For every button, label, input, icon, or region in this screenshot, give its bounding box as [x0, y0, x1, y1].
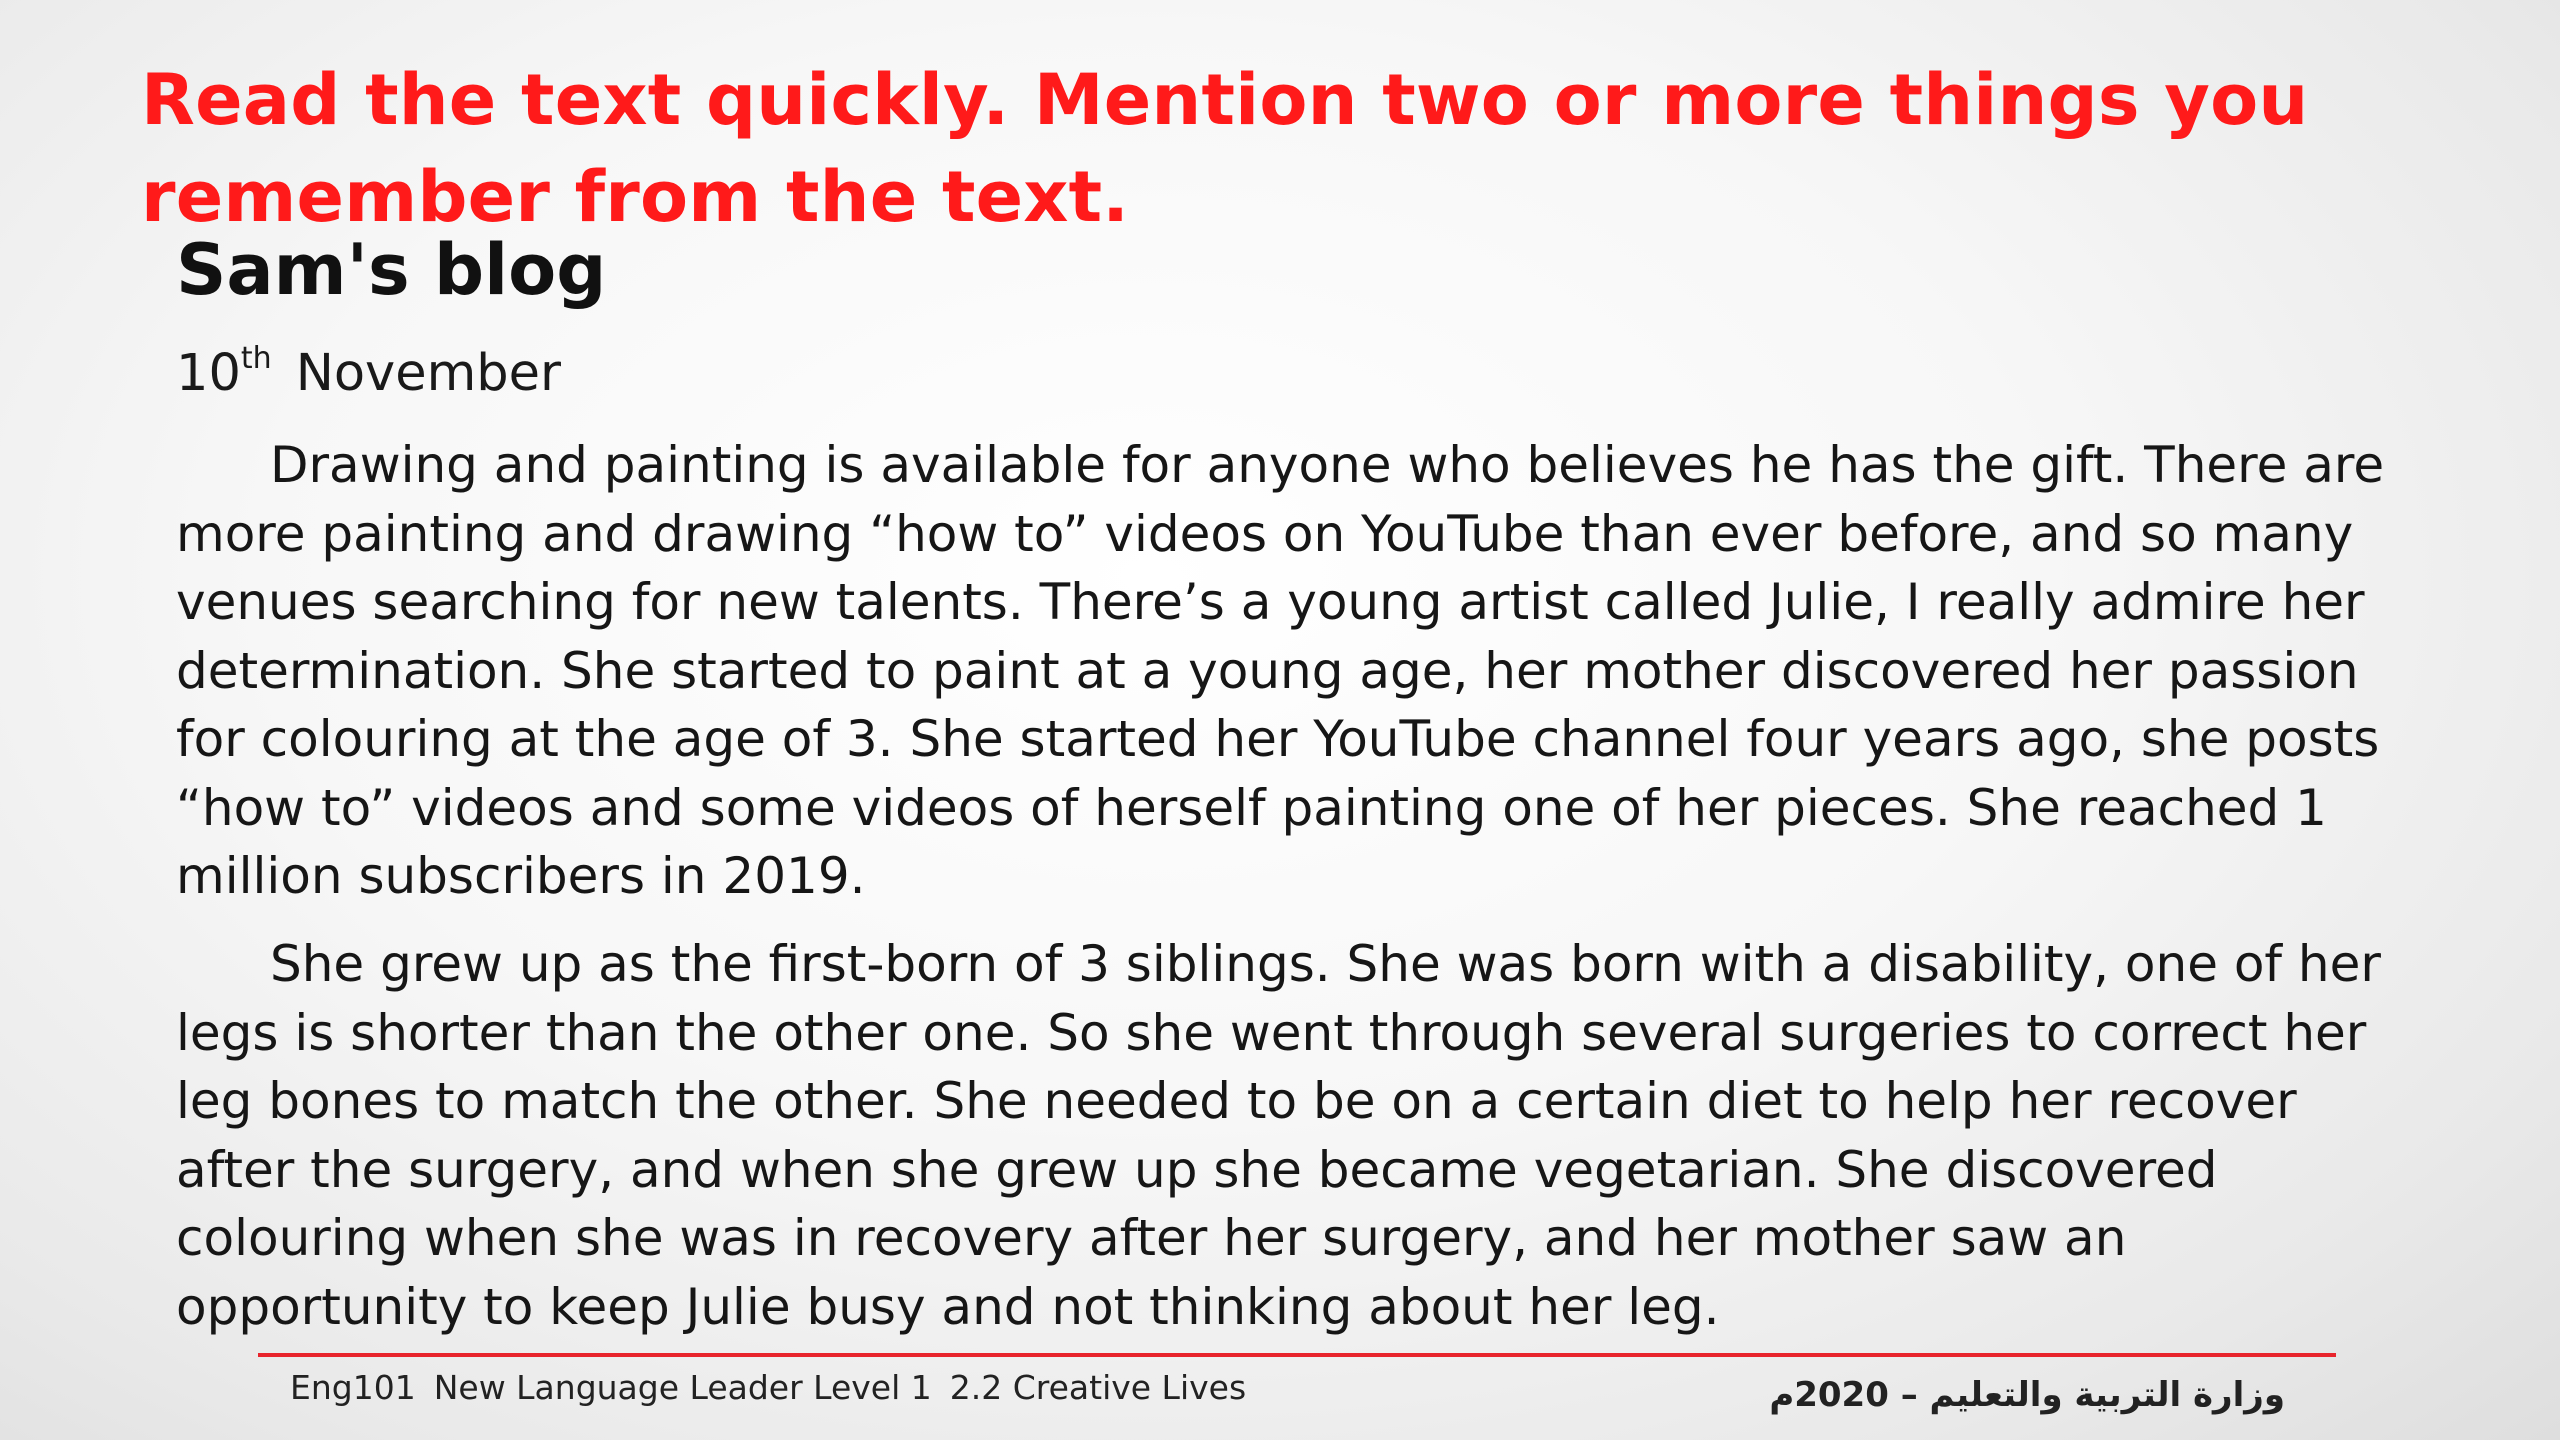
footer-divider: [258, 1353, 2336, 1357]
blog-title: Sam's blog: [176, 229, 607, 311]
footer-unit: 2.2 Creative Lives: [949, 1368, 1247, 1407]
blog-date: [176, 338, 561, 410]
footer-ministry: وزارة التربية والتعليم – 2020م: [1769, 1375, 2285, 1415]
date-day: 10: [176, 344, 241, 403]
blog-paragraph-1: Drawing and painting is available for anyone who believes he has the gift. There are more painting and drawing “how to” videos on YouTube than ever before, and so many venues searching for new talents. There’s a young artist called Julie, I really admire her determination. She started to paint at a young age, her mother discovered her passion for colouring at the age of 3. She started her YouTube channel four years ago, she posts “how to” videos and some videos of herself painting one of her pieces. She reached 1 million subscribers in 2019.: [176, 436, 2385, 905]
footer-course-code: Eng101: [290, 1368, 416, 1407]
blog-paragraph-2: She grew up as the first-born of 3 siblings. She was born with a disability, one of her legs is shorter than the other one. So she went through several surgeries to correct her leg bones to match the other. She needed to be on a certain diet to help her recover after the surgery, and when she grew up she became vegetarian. She discovered colouring when she was in recovery after her surgery, and her mother saw an opportunity to keep Julie busy and not thinking about her leg.: [176, 935, 2381, 1336]
footer-book-title: New Language Leader Level 1: [433, 1368, 932, 1407]
date-month: November: [295, 344, 561, 403]
date-suffix: th: [240, 341, 272, 376]
footer-course-info: [290, 1365, 1246, 1411]
instruction-heading: Read the text quickly. Mention two or more things you remember from the text.: [141, 59, 2309, 238]
